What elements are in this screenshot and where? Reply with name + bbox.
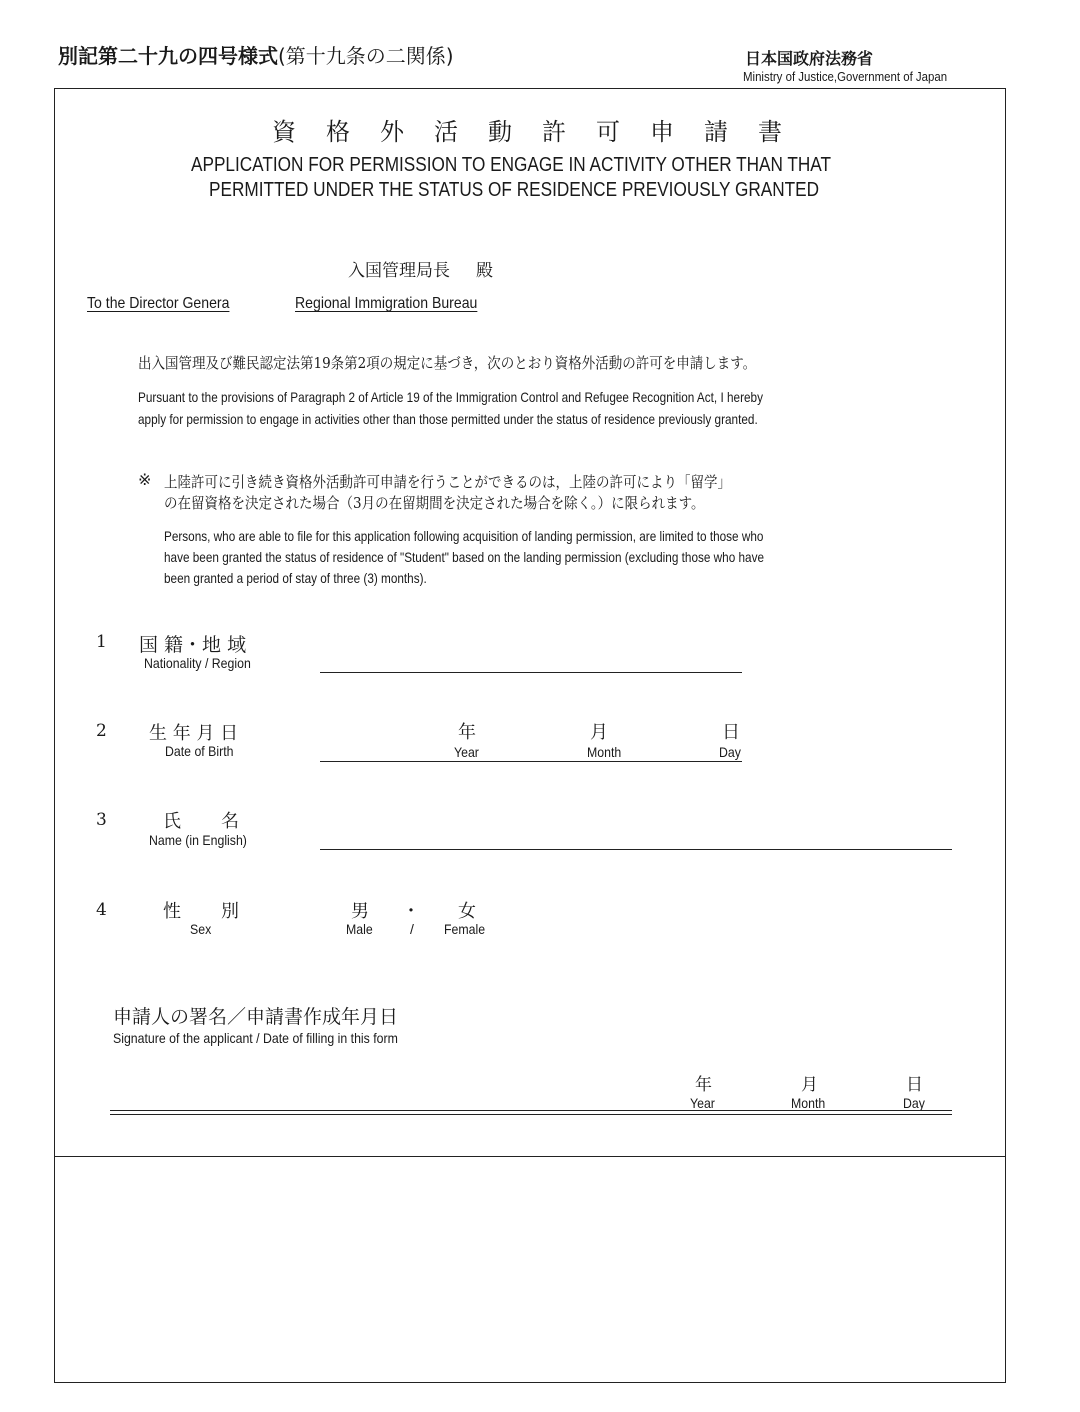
- sex-option-male-ja[interactable]: 男: [351, 901, 369, 922]
- statement-en-line2: apply for permission to engage in activities other than those permitted under the status of residence previously granted.: [138, 411, 758, 427]
- note-en-line2: have been granted the status of residence of "Student" based on the landing permission (excluding those who have: [164, 549, 765, 565]
- statement-ja: 出入国管理及び難民認定法第19条第2項の規定に基づき，次のとおり資格外活動の許可を申請します。: [138, 354, 757, 372]
- lower-divider: [54, 1156, 1006, 1157]
- statement-en-line1: Pursuant to the provisions of Paragraph 2 of Article 19 of the Immigration Control and Refugee Recognition Act, I hereby: [138, 389, 763, 405]
- signature-year-ja: 年: [695, 1075, 712, 1095]
- nationality-label-ja: 国 籍・地 域: [139, 634, 247, 656]
- birth-month-ja: 月: [590, 722, 608, 743]
- note-ja-line2: の在留資格を決定された場合（3月の在留期間を決定された場合を除く。）に限られます。: [164, 494, 705, 512]
- birth-day-en: Day: [719, 744, 741, 760]
- birth-label-ja: 生 年 月 日: [149, 723, 239, 744]
- signature-month-en: Month: [791, 1095, 826, 1111]
- ministry-ja: 日本国政府法務省: [745, 49, 874, 68]
- title-ja: 資格外活動許可申請書: [272, 118, 812, 146]
- signature-year-en: Year: [690, 1095, 715, 1111]
- addressee-ja: [348, 256, 493, 281]
- sex-label-ja-1: 性: [163, 901, 181, 922]
- name-label-en: Name (in English): [149, 832, 247, 848]
- note-ja-line1: 上陸許可に引き続き資格外活動許可申請を行うことができるのは，上陸の許可により「留学」: [164, 473, 732, 491]
- form-id: [58, 40, 454, 69]
- field-number: 4: [96, 900, 107, 920]
- addressee-bureau-en: Regional Immigration Bureau: [295, 295, 478, 312]
- birth-input-line[interactable]: [320, 761, 742, 762]
- sex-separator-dot: ・: [402, 901, 420, 922]
- signature-label-en: Signature of the applicant / Date of filling in this form: [113, 1030, 398, 1046]
- signature-day-en: Day: [903, 1095, 925, 1111]
- signature-label-ja: 申請人の署名／申請書作成年月日: [113, 1006, 399, 1028]
- birth-year-en: Year: [454, 744, 479, 760]
- addressee-bureau-ja: 入国管理局長: [348, 261, 450, 281]
- sex-option-female-en[interactable]: Female: [444, 921, 486, 937]
- office-use-area: [56, 1158, 1004, 1380]
- signature-month-ja: 月: [801, 1075, 818, 1095]
- birth-label-en: Date of Birth: [165, 743, 234, 759]
- note-en-line3: been granted a period of stay of three (3) months).: [164, 570, 427, 586]
- name-label-ja-1: 氏: [163, 811, 181, 832]
- sex-separator-slash: /: [410, 921, 414, 937]
- sex-option-male-en[interactable]: Male: [346, 921, 373, 937]
- birth-month-en: Month: [587, 744, 622, 760]
- field-number: 1: [96, 632, 107, 652]
- signature-day-ja: 日: [906, 1075, 923, 1095]
- field-number: 3: [96, 810, 107, 830]
- birth-year-ja: 年: [458, 722, 476, 743]
- note-en-line1: Persons, who are able to file for this application following acquisition of landing permission, are limited to those who: [164, 528, 764, 544]
- note-mark: ※: [138, 470, 152, 489]
- addressee-director-en: To the Director Genera: [87, 295, 230, 312]
- birth-day-ja: 日: [722, 722, 740, 743]
- ministry-en: Ministry of Justice,Government of Japan: [743, 69, 948, 84]
- nationality-label-en: Nationality / Region: [144, 655, 251, 671]
- field-number: 2: [96, 721, 107, 741]
- name-label-ja-2: 名: [221, 811, 239, 832]
- form-id-text: 別記第二十九の四号様式: [58, 44, 278, 68]
- name-input-line[interactable]: [320, 849, 952, 850]
- sex-option-female-ja[interactable]: 女: [458, 901, 476, 922]
- signature-line-lower: [110, 1114, 952, 1115]
- form-reference: (第十九条の二関係): [278, 44, 454, 68]
- sex-label-en: Sex: [190, 921, 212, 937]
- nationality-input-line[interactable]: [320, 672, 742, 673]
- title-en-line1: APPLICATION FOR PERMISSION TO ENGAGE IN ACTIVITY OTHER THAN THAT: [191, 154, 832, 176]
- sex-label-ja-2: 別: [221, 901, 239, 922]
- signature-line-upper[interactable]: [110, 1110, 952, 1111]
- title-en-line2: PERMITTED UNDER THE STATUS OF RESIDENCE PREVIOUSLY GRANTED: [209, 179, 820, 201]
- addressee-honorific: 殿: [476, 261, 493, 281]
